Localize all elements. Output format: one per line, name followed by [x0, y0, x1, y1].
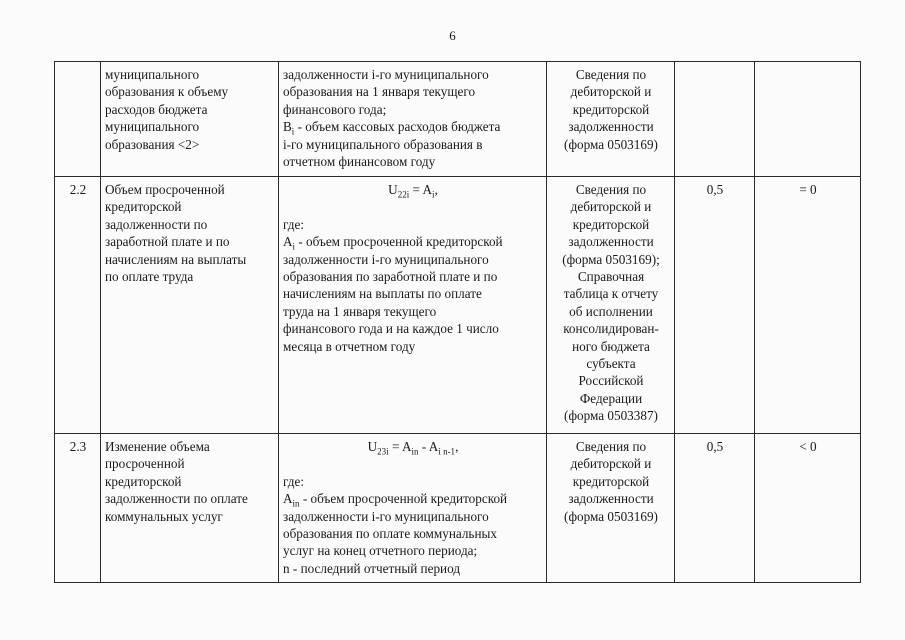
name-line: муниципального — [105, 67, 200, 82]
source-line: консолидирован- — [563, 321, 659, 337]
formula-line: начислениям на выплаты по оплате — [283, 286, 482, 302]
weight-value: 0,5 — [675, 434, 755, 583]
formula-line: услуг на конец отчетного периода; — [283, 543, 478, 559]
calculation-formula — [279, 177, 547, 434]
formula-line: задолженности i-го муниципального — [283, 251, 489, 267]
indicator-name — [101, 177, 279, 434]
source-line: (форма 0503169) — [564, 508, 658, 524]
name-line: муниципального — [105, 119, 200, 135]
formula-symbol: , — [455, 439, 459, 454]
source-line: кредиторской — [572, 101, 650, 117]
name-line: задолженности по оплате — [105, 491, 248, 507]
target-value — [755, 62, 861, 177]
variable-subscript: in — [292, 498, 300, 509]
formula-line: n - последний отчетный период — [283, 560, 461, 576]
calculation-formula — [279, 434, 547, 583]
variable-symbol: B — [283, 119, 292, 135]
source-line: Российской — [578, 373, 644, 389]
source-line: (форма 0503169); — [562, 251, 660, 267]
name-line: расходов бюджета — [105, 101, 208, 117]
formula-line: задолженности i-го муниципального — [283, 67, 489, 82]
formula-symbol: = A — [409, 182, 433, 197]
name-line: коммунальных услуг — [105, 508, 223, 524]
formula-symbol: = A — [388, 439, 412, 454]
variable-symbol: A — [283, 234, 293, 250]
formula-line: труда на 1 января текущего — [283, 303, 437, 319]
indicator-name — [101, 62, 279, 177]
source-line: Сведения по — [575, 439, 647, 454]
variable-subscript: i — [291, 126, 295, 137]
name-line: по оплате труда — [105, 269, 194, 285]
name-line: Объем просроченной — [105, 182, 225, 197]
formula-subscript: 22i — [397, 189, 410, 200]
formula-subscript: i n-1 — [438, 446, 456, 457]
formula-line: образования по заработной плате и по — [283, 269, 498, 285]
formula-subscript: 23i — [377, 446, 389, 457]
formula-symbol: , — [434, 182, 438, 197]
name-line: заработной плате и по — [105, 234, 230, 250]
formula-line — [283, 490, 543, 507]
name-line: просроченной — [105, 456, 185, 472]
formula-line — [283, 118, 543, 135]
source-line: задолженности — [568, 234, 654, 250]
source-line: кредиторской — [572, 473, 650, 489]
source-line: Справочная — [577, 269, 645, 285]
formula-line — [283, 233, 543, 250]
weight-value: 0,5 — [675, 177, 755, 434]
where-label: где: — [283, 216, 304, 232]
formula-expression — [283, 438, 543, 455]
formula-line: задолженности i-го муниципального — [283, 508, 489, 524]
formula-subscript: i — [432, 189, 435, 200]
table-row — [55, 62, 861, 177]
name-line: образования <2> — [105, 136, 200, 152]
source-line: задолженности — [568, 119, 654, 135]
source-line: Федерации — [579, 390, 643, 406]
row-number: 2.3 — [55, 434, 101, 583]
source-line: Сведения по — [575, 67, 647, 82]
source-line: ного бюджета — [572, 338, 650, 354]
indicator-name — [101, 434, 279, 583]
variable-subscript: i — [292, 241, 296, 252]
variable-description: - объем просроченной кредиторской — [295, 234, 503, 250]
source-line: (форма 0503387) — [564, 408, 658, 424]
formula-subscript: in — [411, 446, 419, 457]
name-line: кредиторской — [105, 473, 182, 489]
formula-symbol: U — [367, 439, 378, 454]
data-source — [547, 62, 675, 177]
row-number — [55, 62, 101, 177]
name-line: начислениям на выплаты — [105, 251, 247, 267]
name-line: кредиторской — [105, 199, 182, 215]
variable-symbol: A — [283, 491, 293, 507]
name-line: образования к объему — [105, 84, 229, 100]
source-line: дебиторской и — [570, 456, 652, 472]
source-line: задолженности — [568, 491, 654, 507]
page-number: 6 — [449, 28, 456, 43]
source-line: Сведения по — [575, 182, 647, 197]
formula-symbol: U — [388, 182, 398, 197]
calculation-formula — [279, 62, 547, 177]
source-line: об исполнении — [569, 303, 653, 319]
formula-symbol: - A — [418, 439, 439, 454]
source-line: дебиторской и — [570, 84, 652, 100]
data-source — [547, 434, 675, 583]
variable-description: - объем просроченной кредиторской — [299, 491, 508, 507]
table-row — [55, 434, 861, 583]
target-value: < 0 — [755, 434, 861, 583]
where-label: где: — [283, 473, 304, 489]
variable-description: - объем кассовых расходов бюджета — [294, 119, 501, 135]
weight-value — [675, 62, 755, 177]
formula-line: месяца в отчетном году — [283, 338, 416, 354]
indicator-table — [54, 61, 861, 583]
formula-line: i-го муниципального образования в — [283, 136, 483, 152]
formula-line: образования по оплате коммунальных — [283, 526, 497, 542]
source-line: (форма 0503169) — [564, 136, 658, 152]
formula-line: финансового года и на каждое 1 число — [283, 321, 499, 337]
source-line: кредиторской — [572, 216, 650, 232]
formula-line: отчетном финансовом году — [283, 154, 436, 170]
source-line: дебиторской и — [570, 199, 652, 215]
source-line: субъекта — [586, 356, 636, 372]
name-line: Изменение объема — [105, 439, 210, 454]
table-row — [55, 177, 861, 434]
row-number: 2.2 — [55, 177, 101, 434]
data-source — [547, 177, 675, 434]
source-line: таблица к отчету — [563, 286, 659, 302]
formula-expression — [283, 181, 543, 198]
formula-line: образования на 1 января текущего — [283, 84, 476, 100]
name-line: задолженности по — [105, 216, 208, 232]
formula-line: финансового года; — [283, 101, 387, 117]
target-value: = 0 — [755, 177, 861, 434]
